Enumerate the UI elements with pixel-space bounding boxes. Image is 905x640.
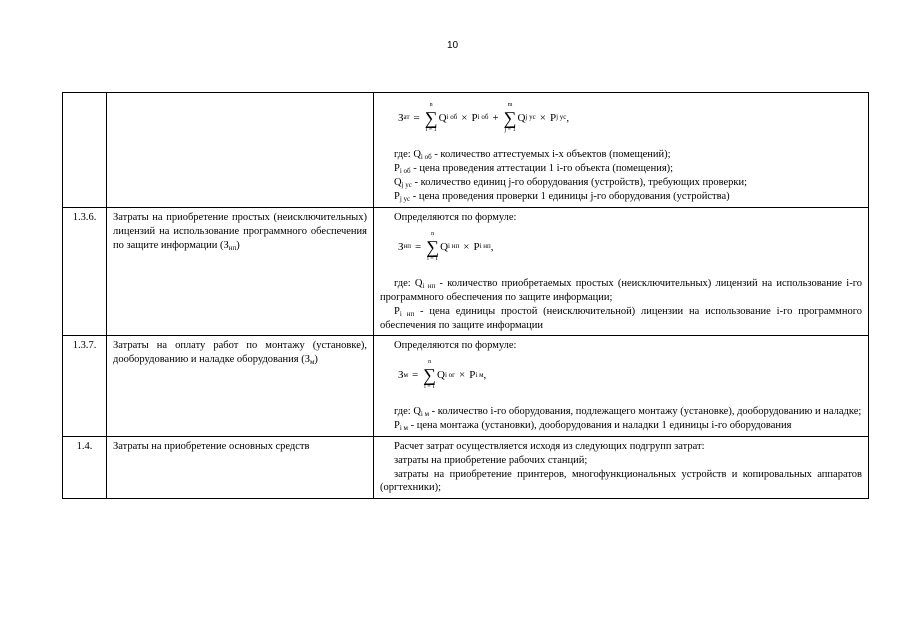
description-line: затраты на приобретение принтеров, многофункциональных устройств и копировальных аппаратов (оргтехники); <box>380 468 862 494</box>
sum-sign-icon: m ∑ j = 1 <box>503 102 517 133</box>
legend-line: $P_{i об}$ - цена проведения аттестации 1 i-го объекта (помещения); <box>394 163 674 176</box>
table-row <box>63 93 869 208</box>
row-number-cell <box>63 93 107 208</box>
description-line: затраты на приобретение рабочих станций; <box>394 454 588 466</box>
formula-installation: З м = n ∑ i = 1 Q i ог × P i м , <box>398 359 487 391</box>
sum-sign-icon: n ∑ i = 1 <box>423 359 437 391</box>
row-number: 1.3.6. <box>63 208 107 336</box>
legend-line: $P_{j ус}$ - цена проведения проверки 1 единицы j-го оборудования (устройства) <box>394 191 730 204</box>
formula-attestation: З ат = n ∑ i = 1 Q i об × P i об + m ∑ j = 1 Q j ус × P j ус , <box>398 102 570 133</box>
formula-intro: Определяются по формуле: <box>394 340 517 352</box>
formula-intro: Определяются по формуле: <box>394 212 517 224</box>
row-description-cell <box>374 437 869 499</box>
legend-line: $P_{i м}$ - цена монтажа (установки), дооборудования и наладки 1 единицы i-го оборудования <box>394 420 792 433</box>
legend-line: где: $Q_{i нп}$ - количество приобретаемых простых (неисключительных) лицензий на использование i-го программного обеспечения по защите информации; <box>380 278 863 304</box>
row-name: Затраты на приобретение основных средств <box>107 437 374 499</box>
sum-sign-icon: n ∑ i = 1 <box>426 231 440 263</box>
table-row <box>63 208 869 336</box>
sum-sign-icon: n ∑ i = 1 <box>424 102 438 133</box>
row-number: 1.4. <box>63 437 107 499</box>
description-line: Расчет затрат осуществляется исходя из следующих подгрупп затрат: <box>394 441 705 453</box>
row-formula-cell <box>374 208 869 336</box>
page-number: 10 <box>446 40 459 51</box>
legend-line: $Q_{j ус}$ - количество единиц j-го оборудования (устройств), требующих проверки; <box>394 177 748 190</box>
row-formula-cell <box>374 93 869 208</box>
row-name-cell <box>107 93 374 208</box>
legend-line: $P_{i нп}$ - цена единицы простой (неисключительной) лицензии на использование i-го программного обеспечения по защите информации <box>380 305 862 331</box>
row-name: Затраты на приобретение простых (неисключительных) лицензий на использование программного обеспечения по защите информации $(З_{нп})$ <box>107 208 374 336</box>
formula-licenses: З нп = n ∑ i = 1 Q i нп × P i нп , <box>398 231 494 263</box>
table-row <box>63 437 869 499</box>
cost-table <box>62 92 869 499</box>
legend-line: где: $Q_{i об}$ - количество аттестуемых i-х объектов (помещений); <box>394 149 671 161</box>
row-number: 1.3.7. <box>63 336 107 437</box>
row-formula-cell <box>374 336 869 437</box>
legend-line: где: $Q_{i м}$ - количество i-го оборудования, подлежащего монтажу (установке), дооборудованию и наладке; <box>394 406 862 419</box>
row-name: Затраты на оплату работ по монтажу (установке), дооборудованию и наладке оборудования $(З_м)$ <box>107 336 374 437</box>
table-row <box>63 336 869 437</box>
